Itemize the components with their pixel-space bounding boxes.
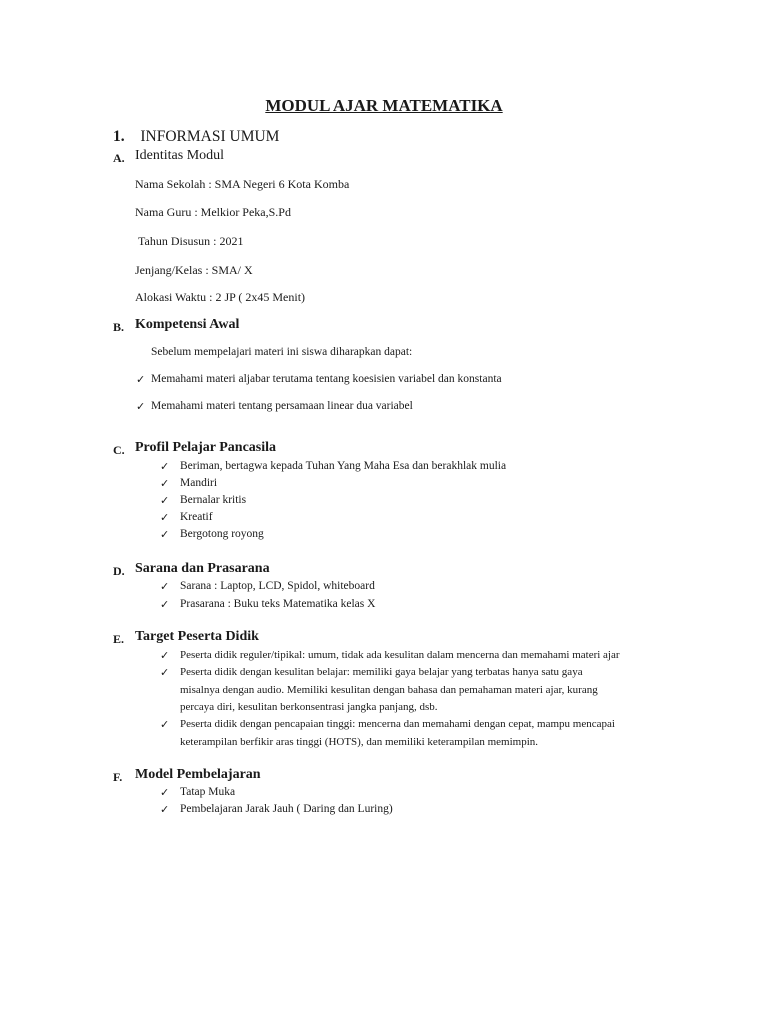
part-label: INFORMASI UMUM bbox=[140, 128, 280, 145]
section-b-title: Kompetensi Awal bbox=[135, 317, 240, 332]
section-e-title: Target Peserta Didik bbox=[135, 629, 259, 644]
section-b-letter: B. bbox=[113, 320, 125, 334]
list-item: Peserta didik dengan kesulitan belajar: memiliki gaya belajar yang terbatas hanya satu gaya bbox=[180, 666, 583, 678]
part-number: 1. bbox=[113, 128, 125, 145]
checkmark-icon: ✓ bbox=[160, 478, 170, 490]
section-d-title: Sarana dan Prasarana bbox=[135, 561, 270, 576]
checkmark-icon: ✓ bbox=[160, 804, 170, 816]
list-item: Memahami materi tentang persamaan linear dua variabel bbox=[151, 400, 413, 412]
part-heading bbox=[113, 128, 279, 146]
identity-grade: Jenjang/Kelas : SMA/ X bbox=[135, 263, 253, 277]
section-e-letter: E. bbox=[113, 632, 125, 646]
section-a-title: Identitas Modul bbox=[135, 148, 225, 163]
section-f-title: Model Pembelajaran bbox=[135, 767, 261, 782]
list-item: Prasarana : Buku teks Matematika kelas X bbox=[180, 598, 376, 610]
identity-school: Nama Sekolah : SMA Negeri 6 Kota Komba bbox=[135, 177, 350, 191]
section-c-letter: C. bbox=[113, 443, 125, 457]
section-a-letter: A. bbox=[113, 151, 125, 165]
checkmark-icon: ✓ bbox=[160, 495, 170, 507]
list-item: Beriman, bertagwa kepada Tuhan Yang Maha Esa dan berakhlak mulia bbox=[180, 460, 507, 472]
section-b-intro: Sebelum mempelajari materi ini siswa diharapkan dapat: bbox=[151, 346, 413, 358]
section-d-letter: D. bbox=[113, 564, 125, 578]
section-f-letter: F. bbox=[113, 770, 123, 784]
checkmark-icon: ✓ bbox=[160, 667, 170, 679]
checkmark-icon: ✓ bbox=[160, 581, 170, 593]
checkmark-icon: ✓ bbox=[160, 599, 170, 611]
list-item: Peserta didik dengan pencapaian tinggi: mencerna dan memahami dengan cepat, mampu mencapai bbox=[180, 718, 615, 730]
document-title: MODUL AJAR MATEMATIKA bbox=[265, 96, 503, 115]
list-item-continuation: percaya diri, kesulitan berkonsentrasi jangka panjang, dsb. bbox=[180, 701, 438, 713]
list-item: Memahami materi aljabar terutama tentang koesisien variabel dan konstanta bbox=[151, 373, 502, 385]
list-item: Peserta didik reguler/tipikal: umum, tidak ada kesulitan dalam mencerna dan memahami materi ajar bbox=[180, 649, 620, 661]
identity-time: Alokasi Waktu : 2 JP ( 2x45 Menit) bbox=[135, 290, 306, 304]
checkmark-icon: ✓ bbox=[136, 374, 146, 386]
list-item: Tatap Muka bbox=[180, 786, 236, 798]
identity-year: Tahun Disusun : 2021 bbox=[138, 234, 244, 248]
list-item: Bergotong royong bbox=[180, 528, 264, 540]
list-item-continuation: keterampilan berfikir aras tinggi (HOTS), dan memiliki keterampilan memimpin. bbox=[180, 736, 539, 748]
checkmark-icon: ✓ bbox=[160, 461, 170, 473]
identity-teacher: Nama Guru : Melkior Peka,S.Pd bbox=[135, 205, 291, 219]
list-item-continuation: misalnya dengan audio. Memiliki kesulitan dengan bahasa dan pemahaman materi ajar, kurang bbox=[180, 684, 598, 696]
list-item: Kreatif bbox=[180, 511, 213, 523]
list-item: Bernalar kritis bbox=[180, 494, 247, 506]
list-item: Mandiri bbox=[180, 477, 218, 489]
section-c-title: Profil Pelajar Pancasila bbox=[135, 440, 277, 455]
checkmark-icon: ✓ bbox=[136, 401, 146, 413]
checkmark-icon: ✓ bbox=[160, 787, 170, 799]
checkmark-icon: ✓ bbox=[160, 650, 170, 662]
checkmark-icon: ✓ bbox=[160, 529, 170, 541]
checkmark-icon: ✓ bbox=[160, 512, 170, 524]
list-item: Pembelajaran Jarak Jauh ( Daring dan Luring) bbox=[180, 803, 393, 815]
list-item: Sarana : Laptop, LCD, Spidol, whiteboard bbox=[180, 580, 375, 592]
checkmark-icon: ✓ bbox=[160, 719, 170, 731]
